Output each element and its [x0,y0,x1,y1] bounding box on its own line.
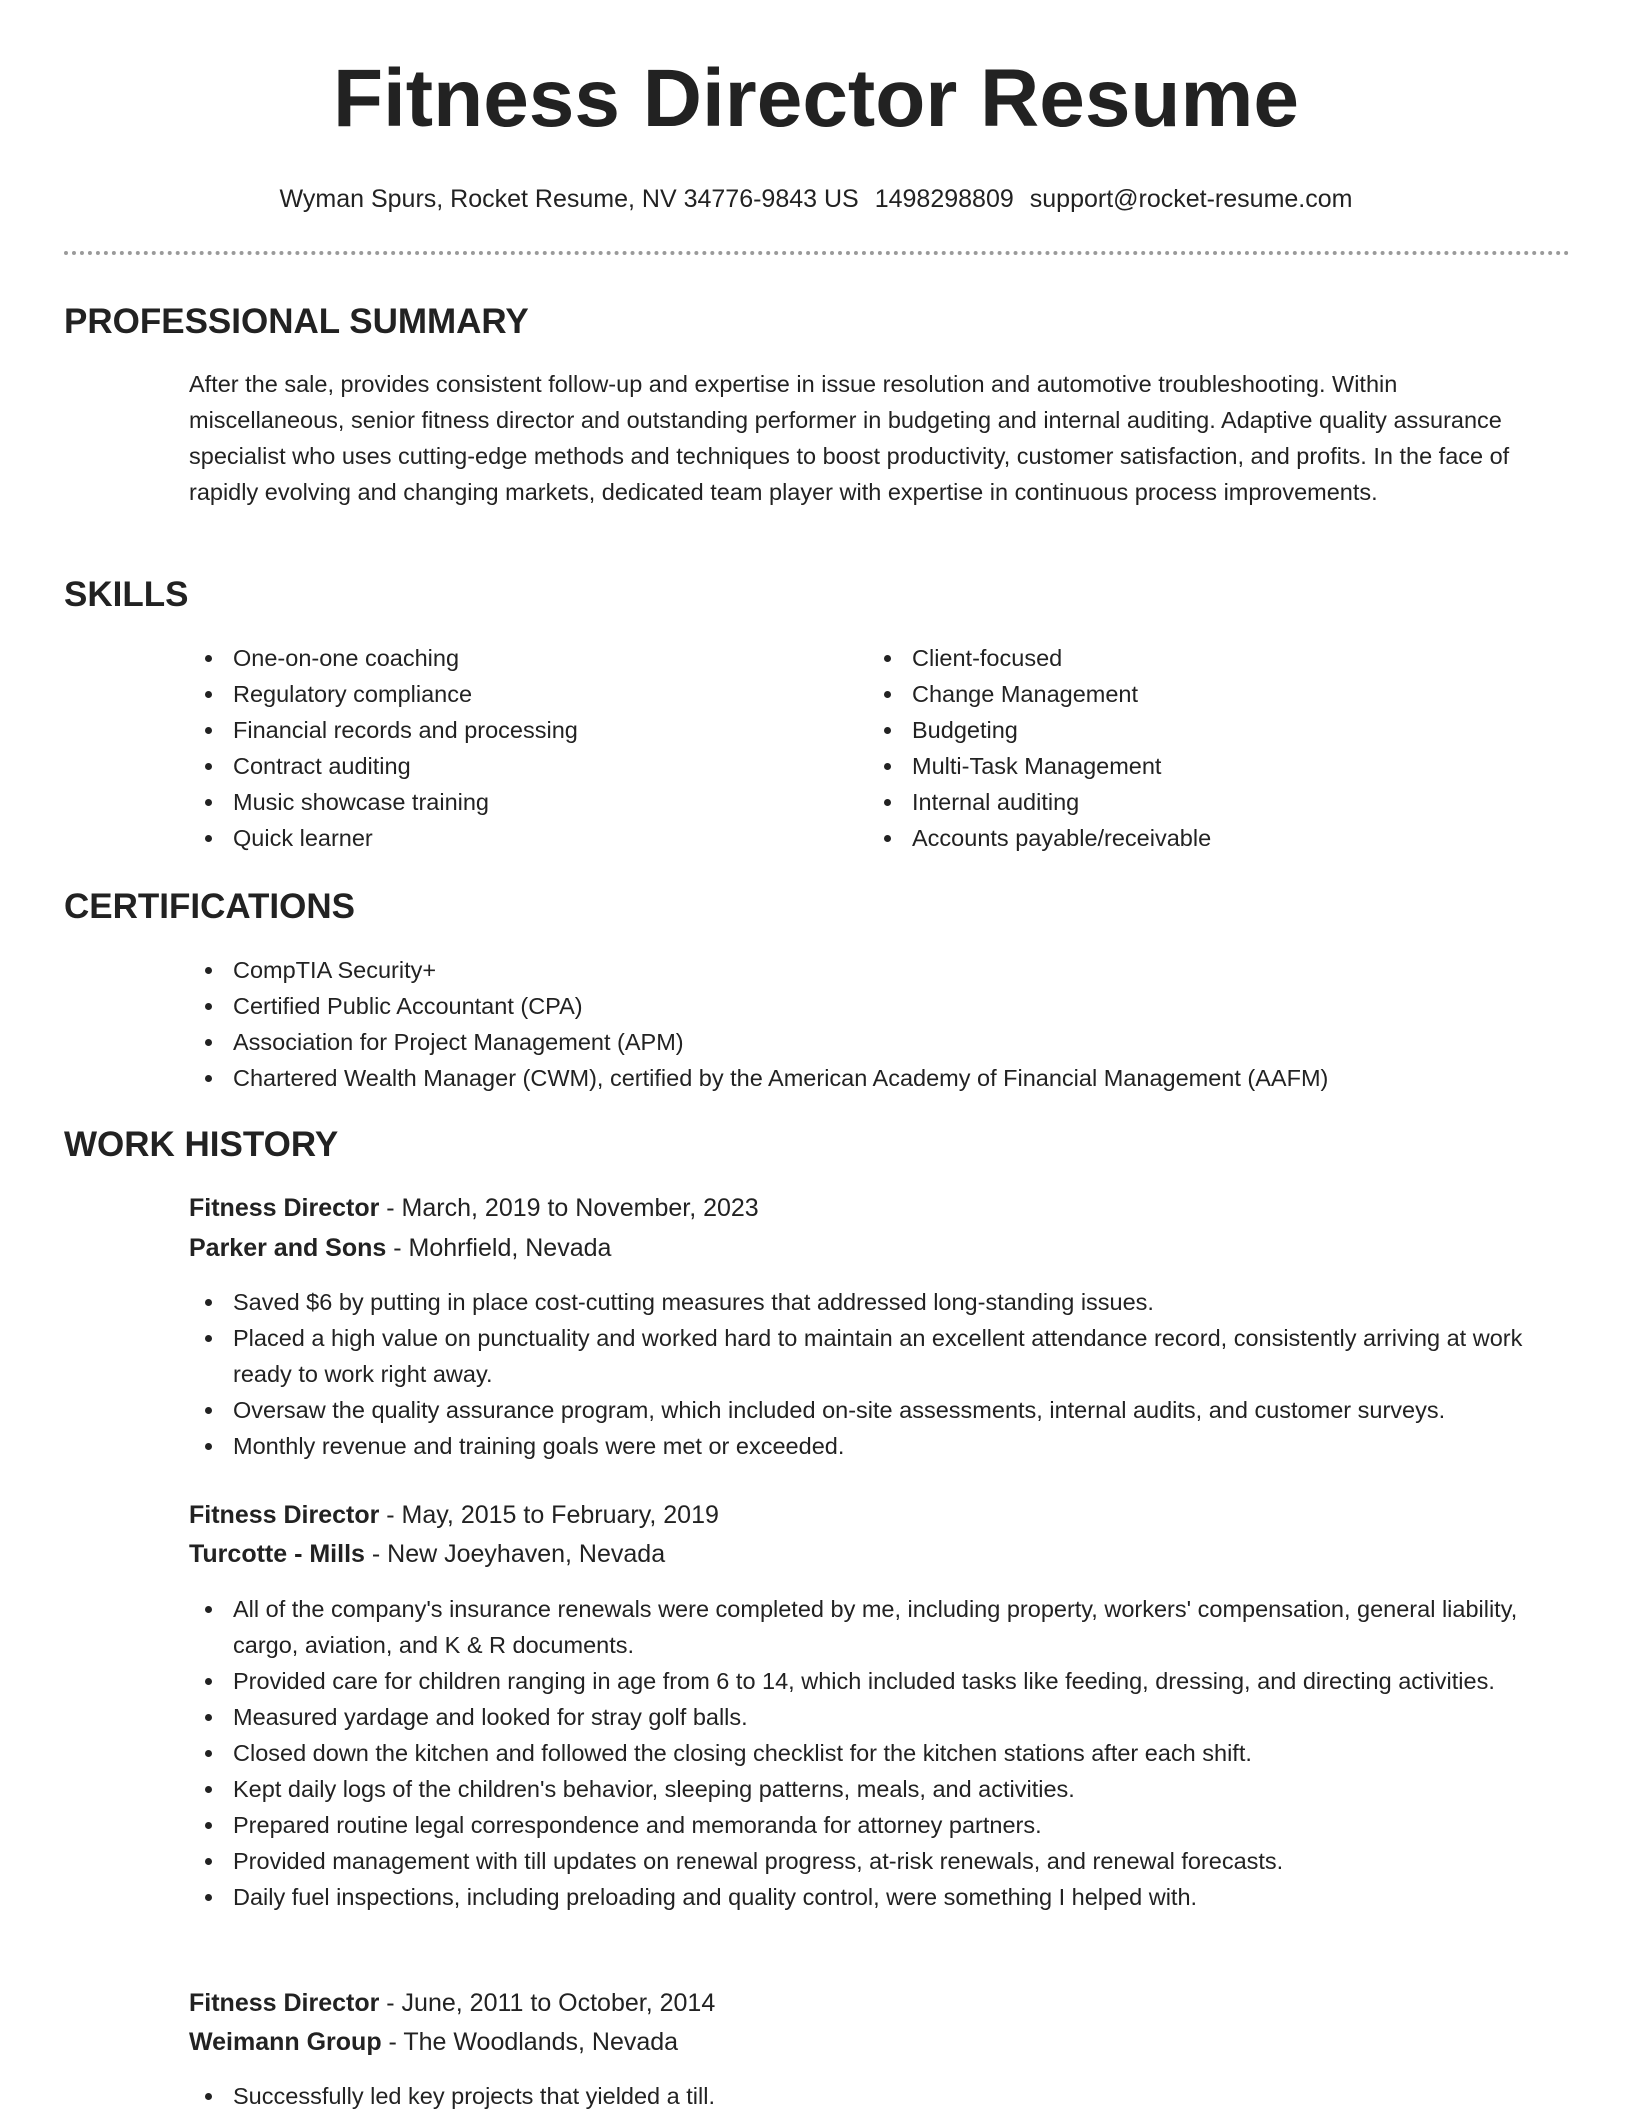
list-item: Multi-Task Management [868,748,1548,784]
job-location: - Mohrfield, Nevada [386,1234,612,1262]
job-company: Parker and Sons [189,1234,387,1262]
list-item: Closed down the kitchen and followed the closing checklist for the kitchen stations after each shift. [189,1735,1559,1771]
list-item: Accounts payable/receivable [868,820,1548,856]
list-item: Change Management [868,676,1548,712]
job-bullets [189,1591,1559,1915]
skills-list-left [189,640,829,856]
list-item: Association for Project Management (APM) [189,1024,1559,1060]
work-history-heading: WORK HISTORY [64,1125,339,1164]
job-title: Fitness Director [189,1194,380,1222]
summary-text: After the sale, provides consistent follow-up and expertise in issue resolution and automotive troubleshooting. Within miscellaneous, senior fitness director and outstanding performer in budgeting and internal auditing. Adaptive quality assurance specialist who uses cutting-edge methods and techniques to boost productivity, customer satisfaction, and profits. In the face of rapidly evolving and changing markets, dedicated team player with expertise in continuous process improvements. [189,371,1510,505]
skills-heading: SKILLS [64,575,189,614]
list-item: Kept daily logs of the children's behavior, sleeping patterns, meals, and activities. [189,1771,1559,1807]
job-location: - New Joeyhaven, Nevada [364,1540,666,1568]
resume-title: Fitness Director Resume [332,53,1300,144]
job-company-line [189,2027,678,2057]
job-title-line [189,1500,719,1530]
certifications-heading: CERTIFICATIONS [64,887,356,926]
list-item: Saved $6 by putting in place cost-cutting measures that addressed long-standing issues. [189,1284,1559,1320]
list-item: Provided care for children ranging in age from 6 to 14, which included tasks like feeding, dressing, and directing activities. [189,1663,1559,1699]
list-item: Measured yardage and looked for stray golf balls. [189,1699,1559,1735]
list-item: All of the company's insurance renewals were completed by me, including property, workers' compensation, general liability, cargo, aviation, and K & R documents. [189,1591,1559,1663]
job-company: Weimann Group [189,2028,382,2056]
job-bullets [189,1284,1559,1464]
list-item: CompTIA Security+ [189,952,1559,988]
job-location: - The Woodlands, Nevada [381,2028,679,2056]
contact-address: Wyman Spurs, Rocket Resume, NV 34776-9843 US [279,185,859,213]
list-item: Placed a high value on punctuality and worked hard to maintain an excellent attendance record, consistently arriving at work ready to work right away. [189,1320,1559,1392]
list-item: Client-focused [868,640,1548,676]
list-item: Quick learner [189,820,829,856]
job-company-line [189,1539,665,1569]
job-dates: - June, 2011 to October, 2014 [379,1989,716,2017]
list-item: Certified Public Accountant (CPA) [189,988,1559,1024]
list-item: Monthly revenue and training goals were met or exceeded. [189,1428,1559,1464]
list-item: Budgeting [868,712,1548,748]
summary-heading: PROFESSIONAL SUMMARY [64,302,529,341]
list-item: Internal auditing [868,784,1548,820]
job-dates: - March, 2019 to November, 2023 [379,1194,759,1222]
list-item: Contract auditing [189,748,829,784]
list-item: Successfully led key projects that yielded a till. [189,2078,1559,2112]
job-title-line [189,1193,759,1223]
contact-email: support@rocket-resume.com [1029,185,1353,213]
list-item: Daily fuel inspections, including preloading and quality control, were something I helped with. [189,1879,1559,1915]
job-title-line [189,1988,715,2018]
list-item: Music showcase training [189,784,829,820]
list-item: Regulatory compliance [189,676,829,712]
list-item: Provided management with till updates on renewal progress, at-risk renewals, and renewal forecasts. [189,1843,1559,1879]
skills-list-right [868,640,1548,856]
header-divider [64,251,1570,255]
list-item: One-on-one coaching [189,640,829,676]
contact-phone: 1498298809 [874,185,1014,213]
contact-line [0,184,1632,214]
job-title: Fitness Director [189,1501,380,1529]
list-item: Chartered Wealth Manager (CWM), certified by the American Academy of Financial Management (AAFM) [189,1060,1559,1096]
job-title: Fitness Director [189,1989,380,2017]
job-bullets [189,2078,1559,2112]
job-company-line [189,1233,611,1263]
job-company: Turcotte - Mills [189,1540,365,1568]
list-item: Financial records and processing [189,712,829,748]
list-item: Oversaw the quality assurance program, which included on-site assessments, internal audits, and customer surveys. [189,1392,1559,1428]
certifications-list [189,952,1559,1096]
list-item: Prepared routine legal correspondence and memoranda for attorney partners. [189,1807,1559,1843]
job-dates: - May, 2015 to February, 2019 [379,1501,719,1529]
